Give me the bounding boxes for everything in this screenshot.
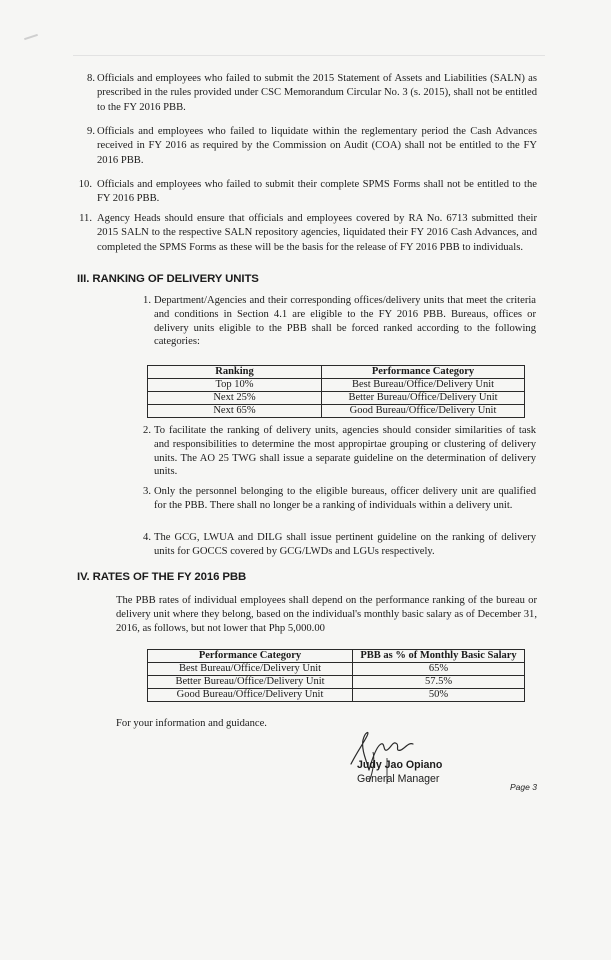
table-header-row [148,366,525,379]
table-header-row [148,650,525,663]
item-number: 4. [143,532,151,543]
ranking-item-3 [143,485,536,513]
table-cell: 65% [353,663,525,676]
item-text: Officials and employees who failed to submit their complete SPMS Forms shall not be entitled to the FY 2016 PBB. [97,179,537,205]
table-cell: 50% [353,689,525,702]
table-cell: 57.5% [353,676,525,689]
item-number: 10. [78,179,92,190]
signatory-title: General Manager [357,773,440,785]
item-number: 1. [143,295,151,306]
ranking-item-1 [143,294,536,349]
table-row [148,392,525,405]
table-header: Performance Category [148,650,353,663]
table-row [148,676,525,689]
item-text: Officials and employees who failed to submit the 2015 Statement of Assets and Liabilities (SALN) as prescribed in the rules provided under CSC Memorandum Circular No. 3 (s. 2015), shall not be entitled to the FY 2016 PBB. [97,73,537,113]
item-number: 9. [87,126,95,137]
item-text: The GCG, LWUA and DILG shall issue pertinent guideline on the ranking of delivery units for GOCCS covered by GCG/LWDs and LGUs respectively. [154,532,536,557]
ranking-item-4 [143,531,536,559]
list-item-10 [78,178,537,207]
table-cell: Top 10% [148,379,322,392]
ranking-table [147,365,525,418]
item-text: Officials and employees who failed to liquidate within the reglementary period the Cash Advances received in FY 2016 as required by the Commission on Audit (COA) shall not be entitled to the FY 2016 PBB. [97,126,537,166]
section-heading-ranking: III. RANKING OF DELIVERY UNITS [77,273,259,285]
table-header: Performance Category [322,366,525,379]
table-cell: Best Bureau/Office/Delivery Unit [322,379,525,392]
table-cell: Better Bureau/Office/Delivery Unit [322,392,525,405]
table-cell: Next 25% [148,392,322,405]
table-header: Ranking [148,366,322,379]
item-number: 2. [143,425,151,436]
table-row [148,689,525,702]
table-row [148,379,525,392]
rates-table [147,649,525,702]
list-item-9 [87,125,537,168]
list-item-8 [87,72,537,115]
table-cell: Best Bureau/Office/Delivery Unit [148,663,353,676]
section-heading-rates: IV. RATES OF THE FY 2016 PBB [77,571,247,583]
closing-line: For your information and guidance. [116,718,267,729]
table-row [148,663,525,676]
table-row [148,405,525,418]
table-cell: Next 65% [148,405,322,418]
table-cell: Better Bureau/Office/Delivery Unit [148,676,353,689]
header-rule [73,55,545,56]
item-text: Only the personnel belonging to the eligible bureaus, officer delivery unit are qualified for the PBB. There shall no longer be a ranking of individuals within a delivery unit. [154,486,536,511]
item-text: Agency Heads should ensure that officials and employees covered by RA No. 6713 submitted their 2015 SALN to the respective SALN repository agencies, liquidated their FY 2016 Cash Advances, and completed the SPMS Forms as these will be the basis for the release of FY 2016 PBB to individuals. [97,213,537,253]
signatory-name: Judy Jao Opiano [357,759,443,771]
scan-mark [24,34,38,40]
item-number: 3. [143,486,151,497]
table-cell: Good Bureau/Office/Delivery Unit [148,689,353,702]
item-number: 11. [79,213,92,224]
item-text: To facilitate the ranking of delivery units, agencies should consider similarities of task and responsibilities to determine the most appropirtae grouping or clustering of delivery units. The AO 25 TWG shall issue a separate guideline on the determination of delivery units. [154,425,536,478]
list-item-11 [79,212,537,255]
ranking-item-2 [143,424,536,479]
rates-paragraph: The PBB rates of individual employees shall depend on the performance ranking of the bureau or delivery unit where they belong, based on the individual's monthly basic salary as of December 31, 2016, as follows, but not lower that Php 5,000.00 [116,595,537,634]
item-text: Department/Agencies and their corresponding offices/delivery units that meet the criteria and conditions in Section 4.1 are eligible to the FY 2016 PBB. Bureaus, offices or delivery units eligible to the PBB shall be forced ranked according to the following categories: [154,295,536,348]
table-header: PBB as % of Monthly Basic Salary [353,650,525,663]
item-number: 8. [87,73,95,84]
page-number: Page 3 [510,782,537,792]
table-cell: Good Bureau/Office/Delivery Unit [322,405,525,418]
